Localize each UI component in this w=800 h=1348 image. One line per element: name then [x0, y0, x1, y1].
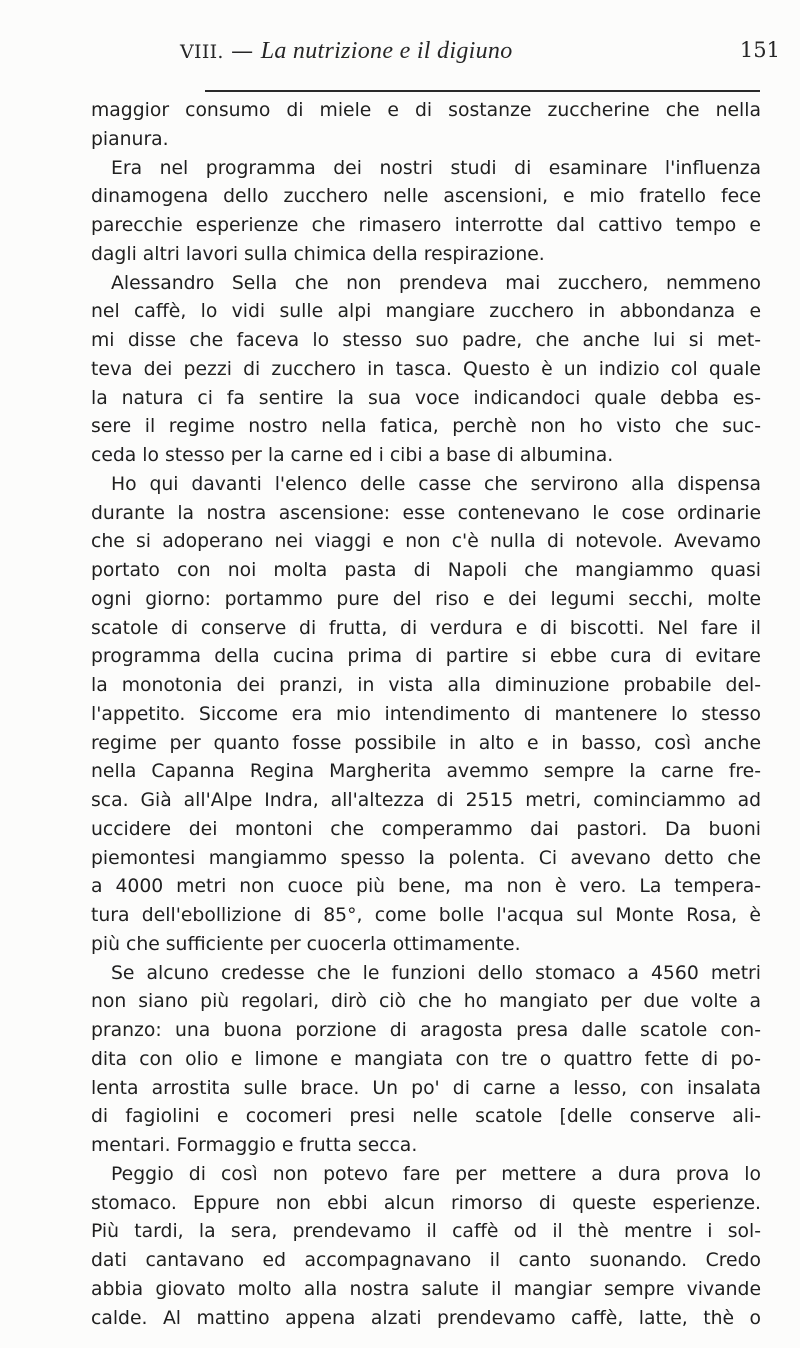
text-line: Più tardi, la sera, prendevamo il caffè od il thè mentre i sol- [91, 1221, 761, 1243]
text-line: uccidere dei montoni che comperammo dai pastori. Da buoni [91, 818, 761, 840]
text-line: pianura. [91, 128, 169, 150]
text-line: nel caffè, lo vidi sulle alpi mangiare zucchero in abbondanza e [91, 301, 761, 323]
page-number: 151 [739, 38, 780, 62]
text-line: maggior consumo di miele e di sostanze zuccherine che nella [91, 100, 761, 121]
text-line: che si adoperano nei viaggi e non c'è nulla di notevole. Avevamo [91, 531, 761, 553]
text-line: lenta arrostita sulle brace. Un po' di carne a lesso, con insalata [91, 1077, 761, 1099]
text-line: Peggio di così non potevo fare per mettere a dura prova lo [111, 1163, 761, 1185]
text-line: Era nel programma dei nostri studi di esaminare l'influenza [111, 157, 761, 179]
text-line: più che sufficiente per cuocerla ottimamente. [91, 933, 521, 955]
text-line: scatole di conserve di frutta, di verdura e di biscotti. Nel fare il [91, 617, 761, 639]
running-title [180, 38, 513, 65]
text-line: ceda lo stesso per la carne ed i cibi a base di albumina. [91, 445, 614, 466]
running-head [100, 38, 780, 78]
text-line: a 4000 metri non cuoce più bene, ma non è vero. La tempera- [91, 876, 761, 898]
text-line: sere il regime nostro nella fatica, perchè non ho visto che suc- [91, 416, 761, 438]
text-line: calde. Al mattino appena alzati prendevamo caffè, latte, thè o [91, 1307, 761, 1329]
text-line: non siano più regolari, dirò ciò che ho mangiato per due volte a [91, 991, 761, 1013]
text-line: mi disse che faceva lo stesso suo padre, che anche lui si met- [91, 330, 761, 351]
text-line: stomaco. Eppure non ebbi alcun rimorso di queste esperienze. [91, 1192, 761, 1214]
text-line: Ho qui davanti l'elenco delle casse che servirono alla dispensa [111, 473, 761, 495]
text-line: durante la nostra ascensione: esse contenevano le cose ordinarie [91, 502, 761, 524]
text-line: Se alcuno credesse che le funzioni dello stomaco a 4560 metri [111, 962, 761, 984]
text-line: di fagiolini e cocomeri presi nelle scatole [delle conserve ali- [91, 1106, 761, 1128]
text-line: mentari. Formaggio e frutta secca. [91, 1135, 418, 1156]
text-line: ogni giorno: portammo pure del riso e dei legumi secchi, molte [91, 588, 761, 610]
text-line: l'appetito. Siccome era mio intendimento di mantenere lo stesso [91, 703, 761, 725]
text-line: dinamogena dello zucchero nelle ascensioni, e mio fratello fece [91, 186, 761, 208]
text-line: abbia giovato molto alla nostra salute il mangiar sempre vivande [91, 1278, 761, 1300]
text-line: programma della cucina prima di partire si ebbe cura di evitare [91, 646, 761, 668]
title-dash: — [231, 39, 254, 64]
text-line: dagli altri lavori sulla chimica della respirazione. [91, 243, 545, 265]
text-line: tura dell'ebollizione di 85°, come bolle l'acqua sul Monte Rosa, è [91, 905, 761, 926]
text-line: la natura ci fa sentire la sua voce indicandoci quale debba es- [91, 387, 761, 409]
text-line: la monotonia dei pranzi, in vista alla diminuzione probabile del- [91, 675, 761, 696]
text-line: pranzo: una buona porzione di aragosta presa dalle scatole con- [91, 1020, 761, 1041]
text-line: Alessandro Sella che non prendeva mai zucchero, nemmeno [111, 272, 761, 294]
body-text [91, 97, 761, 1333]
text-line: sca. Già all'Alpe Indra, all'altezza di 2515 metri, cominciammo ad [91, 790, 761, 811]
text-line: piemontesi mangiammo spesso la polenta. Ci avevano detto che [91, 847, 761, 869]
chapter-title: La nutrizione e il digiuno [260, 38, 513, 64]
text-line: dita con olio e limone e mangiata con tre o quattro fette di po- [91, 1048, 761, 1070]
text-line: portato con noi molta pasta di Napoli che mangiammo quasi [91, 560, 761, 581]
header-rule [205, 90, 760, 92]
text-line: nella Capanna Regina Margherita avemmo sempre la carne fre- [91, 761, 761, 783]
text-line: dati cantavano ed accompagnavano il canto suonando. Credo [91, 1250, 761, 1271]
chapter-number: VIII. [180, 41, 224, 63]
text-line: regime per quanto fosse possibile in alto e in basso, così anche [91, 732, 761, 754]
text-line: parecchie esperienze che rimasero interrotte dal cattivo tempo e [91, 215, 761, 236]
text-line: teva dei pezzi di zucchero in tasca. Questo è un indizio col quale [91, 358, 761, 380]
